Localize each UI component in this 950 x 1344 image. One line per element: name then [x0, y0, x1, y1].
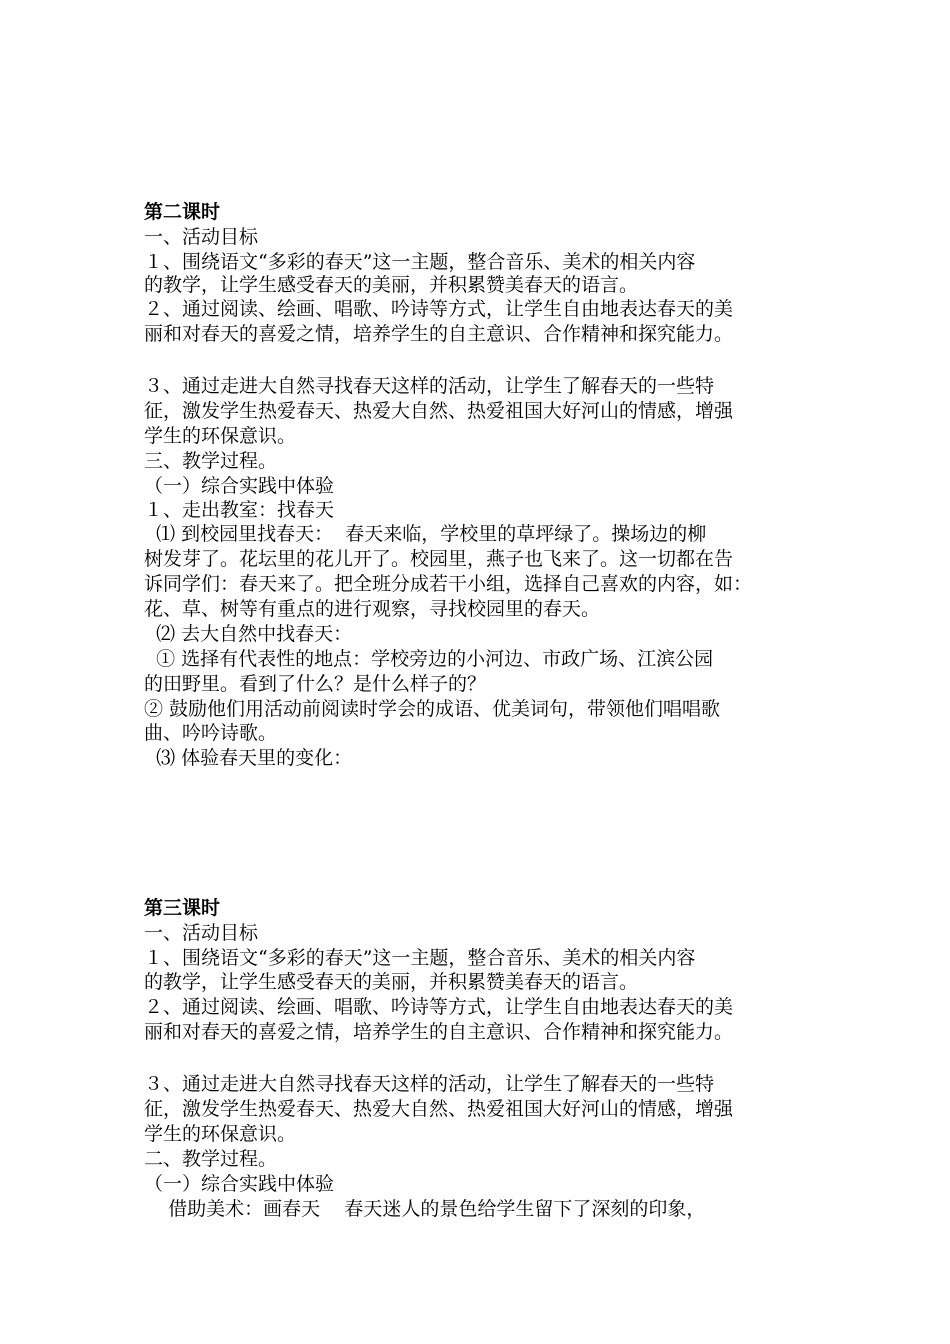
lesson2-line: 一、活动目标 — [144, 226, 259, 248]
lesson3-line: （一）综合实践中体验 — [144, 1173, 335, 1195]
lesson2-line: ① 选择有代表性的地点：学校旁边的小河边、市政广场、江滨公园 — [144, 648, 714, 670]
lesson2-line: 丽和对春天的喜爱之情，培养学生的自主意识、合作精神和探究能力。 — [144, 323, 734, 345]
lesson2-line: 曲、吟吟诗歌。 — [144, 722, 278, 744]
lesson2-line: ⑴ 到校园里找春天： 春天来临，学校里的草坪绿了。操场边的柳 — [144, 523, 707, 545]
lesson3-line: 的教学，让学生感受春天的美丽，并积累赞美春天的语言。 — [144, 971, 639, 993]
lesson3-line: 二、教学过程。 — [144, 1148, 278, 1170]
lesson3-line: 丽和对春天的喜爱之情，培养学生的自主意识、合作精神和探究能力。 — [144, 1021, 734, 1043]
lesson3-line: 征，激发学生热爱春天、热爱大自然、热爱祖国大好河山的情感，增强 — [144, 1098, 734, 1120]
lesson2-line: （一）综合实践中体验 — [144, 475, 335, 497]
lesson2-line: 花、草、树等有重点的进行观察，寻找校园里的春天。 — [144, 598, 601, 620]
lesson3-line: １、围绕语文“多彩的春天”这一主题，整合音乐、美术的相关内容 — [144, 947, 696, 969]
lesson2-line: 诉同学们：春天来了。把全班分成若干小组，选择自己喜欢的内容，如： — [144, 573, 753, 595]
lesson2-line: 的教学，让学生感受春天的美丽，并积累赞美春天的语言。 — [144, 274, 639, 296]
lesson3-line: 一、活动目标 — [144, 922, 259, 944]
lesson2-line: １、走出教室：找春天 — [144, 499, 335, 521]
lesson2-line: ３、通过走进大自然寻找春天这样的活动，让学生了解春天的一些特 — [144, 375, 715, 397]
lesson2-line: 三、教学过程。 — [144, 450, 278, 472]
lesson2-title: 第二课时 — [144, 201, 221, 223]
lesson2-line: 征，激发学生热爱春天、热爱大自然、热爱祖国大好河山的情感，增强 — [144, 400, 734, 422]
lesson3-title: 第三课时 — [144, 897, 221, 919]
lesson3-line: ２、通过阅读、绘画、唱歌、吟诗等方式，让学生自由地表达春天的美 — [144, 996, 734, 1018]
lesson2-line: 的田野里。看到了什么？是什么样子的？ — [144, 673, 487, 695]
lesson2-line: 学生的环保意识。 — [144, 425, 297, 447]
lesson2-line: ② 鼓励他们用活动前阅读时学会的成语、优美词句，带领他们唱唱歌 — [144, 698, 721, 720]
lesson2-line: ２、通过阅读、绘画、唱歌、吟诗等方式，让学生自由地表达春天的美 — [144, 298, 734, 320]
lesson2-line: ⑵ 去大自然中找春天： — [144, 623, 353, 645]
lesson3-line: 借助美术：画春天 春天迷人的景色给学生留下了深刻的印象， — [144, 1198, 706, 1220]
lesson2-line: 树发芽了。花坛里的花儿开了。校园里，燕子也飞来了。这一切都在告 — [144, 548, 734, 570]
lesson2-line: １、围绕语文“多彩的春天”这一主题，整合音乐、美术的相关内容 — [144, 251, 696, 273]
lesson3-line: 学生的环保意识。 — [144, 1123, 297, 1145]
lesson2-line: ⑶ 体验春天里的变化： — [144, 747, 353, 769]
lesson3-line: ３、通过走进大自然寻找春天这样的活动，让学生了解春天的一些特 — [144, 1073, 715, 1095]
